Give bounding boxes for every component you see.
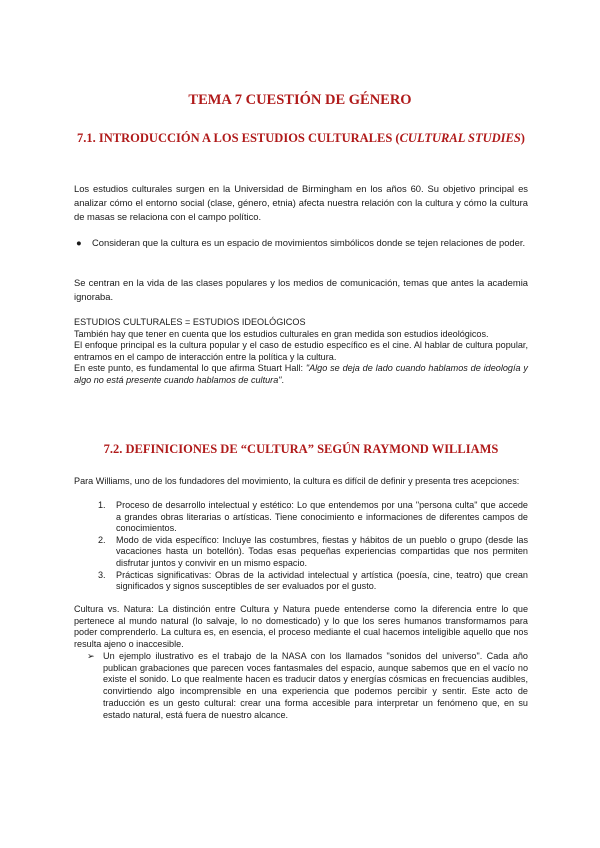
section-1-ideological [74,317,528,387]
subheading-line: ESTUDIOS CULTURALES = ESTUDIOS IDEOLÓGICOS [74,317,306,327]
list-number: 1. [98,500,106,510]
quote-prefix: En este punto, es fundamental lo que afirma Stuart Hall: [74,363,306,374]
stuart-hall-quote: "Algo se deja de lado cuando hablamos de ideología y algo no está presente cuando hablamos de cultura" [74,363,528,385]
paragraph: Se centran en la vida de las clases populares y los medios de comunicación, temas que antes la academia ignoraba. [74,277,528,302]
section-1-bullets [74,236,528,250]
arrow-item [87,651,528,721]
quote-suffix: . [281,374,285,385]
bullet-text: Consideran que la cultura es un espacio de movimientos simbólicos donde se tejen relaciones de poder. [92,237,526,248]
list-text: Modo de vida específico: Incluye las costumbres, fiestas y hábitos de un pueblo o grupo (desde las vacaciones hasta un botellón). Todas esas pequeñas experiencias compartidas que nos permiten disfrutar juntos y convivir en un mismo espacio. [116,534,528,568]
paragraph: El enfoque principal es la cultura popular y el caso de estudio específico es el cine. Al hablar de cultura popular, entramos en el campo de interacción entre la política y la cultura. [74,340,528,362]
paragraph: Los estudios culturales surgen en la Universidad de Birmingham en los años 60. Su objetivo principal es analizar cómo el entorno social (clase, género, etnia) afecta nuestra relación con la cultura y cómo la cultura de masas se relaciona con el campo político. [74,183,528,222]
section-2-heading-block [74,440,528,459]
page-title: TEMA 7 CUESTIÓN DE GÉNERO [188,92,412,108]
section-1-heading-text: 7.1. INTRODUCCIÓN A LOS ESTUDIOS CULTURALES ( [77,131,400,145]
section-1-heading-block [74,129,528,148]
list-item [98,500,528,535]
section-1-heading [74,129,528,148]
paragraph: Cultura vs. Natura: La distinción entre Cultura y Natura puede entenderse como la diferencia entre lo que pertenece al mundo natural (lo salvaje, lo no domesticado) y lo que los seres humanos transformamos para poder comprenderlo. La cultura es, en esencia, el proceso mediante el cual hacemos inteligible aquello que nos resulta ajeno o inaccesible. [74,604,528,649]
definitions-list [74,500,528,593]
paragraph: Para Williams, uno de los fundadores del movimiento, la cultura es difícil de definir y presenta tres acepciones: [74,476,520,486]
section-1-heading-close: ) [520,131,525,145]
paragraph-quote [74,363,528,386]
section-2-heading: 7.2. DEFINICIONES DE “CULTURA” SEGÚN RAYMOND WILLIAMS [103,442,499,456]
list-text: Proceso de desarrollo intelectual y estético: Lo que entendemos por una "persona culta" que accede a grandes obras literarias o artísticas. Tiene conocimiento e informaciones de diferentes campos de conocimientos. [116,500,528,534]
list-text: Prácticas significativas: Obras de la actividad intelectual y artística (poesía, cine, teatro) que crean significados y signos susceptibles de ser evaluados por el gusto. [116,569,528,592]
culture-vs-nature [74,604,528,650]
section-2-intro [74,476,528,488]
arrow-item-text: Un ejemplo ilustrativo es el trabajo de la NASA con los llamados "sonidos del universo". Cada año publican grabaciones que parecen voces fantasmales del espacio, aunque sabemos que en el vacío no existe el sonido. Lo que realmente hacen es traducir datos y energías cósmicas en frecuencias audibles, convirtiendo algo incomprensible en una experiencia que podemos percibir y sentir. Este acto de traducción es un gesto cultural: crear una forma accesible para interpretar un fenómeno que, en su estado natural, está fuera de nuestro alcance. [103,651,528,720]
bullet-dot-icon: ● [76,237,82,248]
list-item [98,570,528,593]
list-number: 3. [98,569,106,580]
section-1-intro [74,182,528,224]
section-1-heading-italic: CULTURAL STUDIES [399,131,521,145]
list-item [98,535,528,570]
bullet-item [74,236,528,250]
section-1-para-2 [74,276,528,304]
list-number: 2. [98,534,106,545]
paragraph: También hay que tener en cuenta que los estudios culturales en gran medida son estudios ideológicos. [74,328,489,339]
nasa-example [74,651,528,721]
arrow-bullet-icon: ➢ [87,651,95,661]
